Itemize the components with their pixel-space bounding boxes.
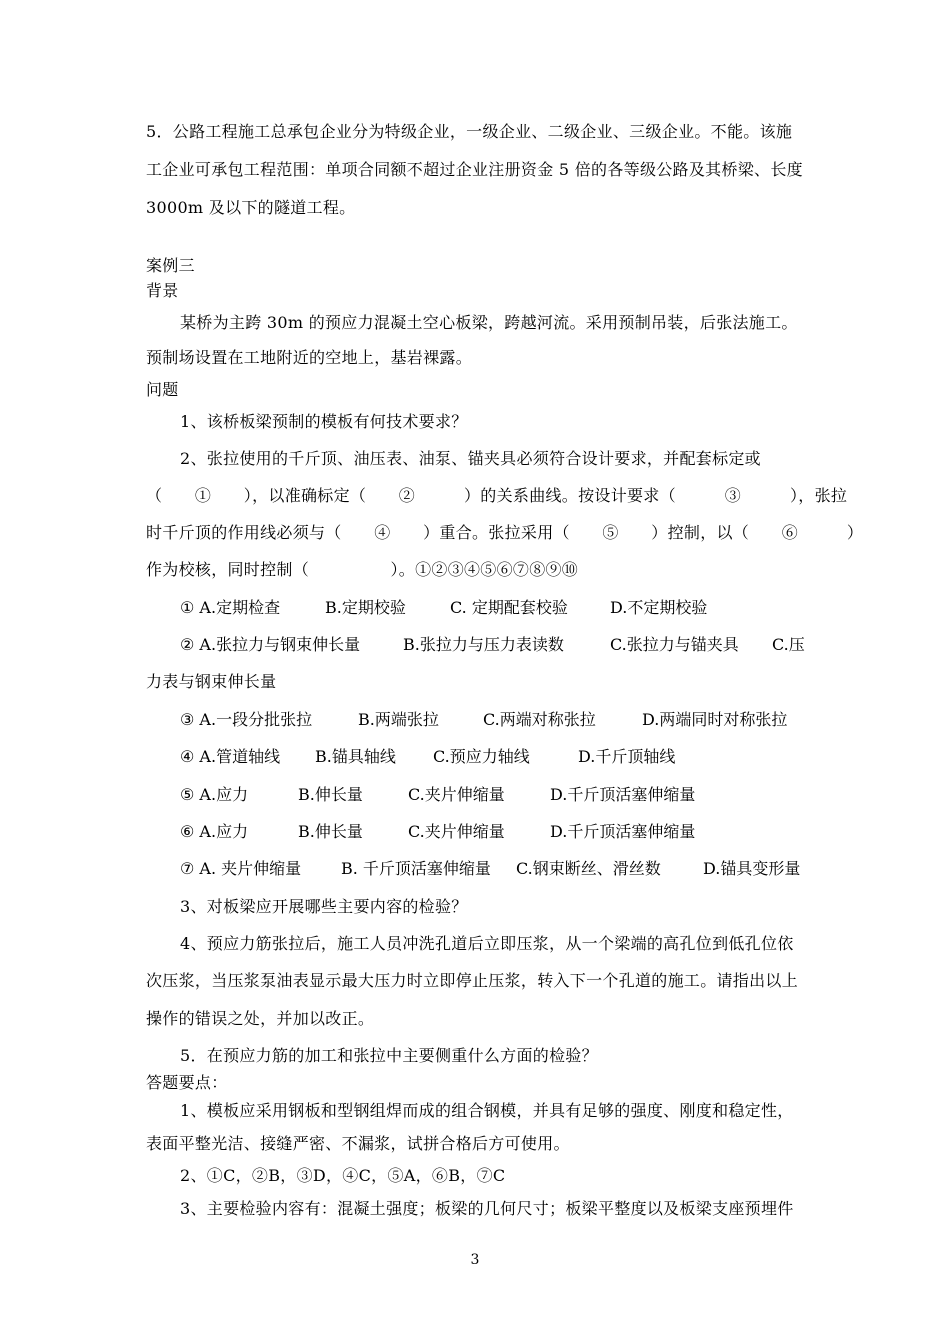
option-item: B.锚具轴线: [315, 747, 396, 766]
question-line: （ ① ），以准确标定（ ② ）的关系曲线。按设计要求（ ③ ），张拉: [146, 486, 848, 505]
option-item: ③ A.一段分批张拉: [180, 710, 313, 729]
option-item: D.两端同时对称张拉: [642, 710, 788, 729]
option-continuation: 力表与钢束伸长量: [146, 672, 277, 691]
question-line: 5．在预应力筋的加工和张拉中主要侧重什么方面的检验？: [180, 1046, 598, 1065]
option-item: B. 千斤顶活塞伸缩量: [341, 859, 491, 878]
option-item: C.压: [772, 635, 805, 654]
option-item: C.预应力轴线: [433, 747, 530, 766]
question-line: 次压浆，当压浆泵油表显示最大压力时立即停止压浆，转入下一个孔道的施工。请指出以上: [146, 971, 799, 990]
option-item: ② A.张拉力与钢束伸长量: [180, 635, 361, 654]
section-heading: 案例三: [146, 256, 195, 275]
text-line: 5．公路工程施工总承包企业分为特级企业，一级企业、二级企业、三级企业。不能。该施: [146, 122, 793, 141]
option-item: B.两端张拉: [358, 710, 439, 729]
option-item: D.千斤顶活塞伸缩量: [550, 822, 696, 841]
answer-line: 2、①C，②B，③D，④C，⑤A，⑥B，⑦C: [180, 1166, 506, 1185]
option-item: B.定期校验: [325, 598, 406, 617]
option-item: D.千斤顶轴线: [578, 747, 676, 766]
question-line: 时千斤顶的作用线必须与（ ④ ）重合。张拉采用（ ⑤ ）控制，以（ ⑥ ）: [146, 523, 864, 542]
answer-line: 3、主要检验内容有：混凝土强度；板梁的几何尺寸；板梁平整度以及板梁支座预埋件: [180, 1199, 794, 1218]
question-line: 作为校核，同时控制（ ）。①②③④⑤⑥⑦⑧⑨⑩: [146, 560, 579, 579]
question-line: 4、预应力筋张拉后，施工人员冲洗孔道后立即压浆，从一个梁端的高孔位到低孔位依: [180, 934, 794, 953]
option-item: B.伸长量: [298, 822, 363, 841]
option-item: B.伸长量: [298, 785, 363, 804]
question-line: 操作的错误之处，并加以改正。: [146, 1009, 375, 1028]
option-item: C.夹片伸缩量: [408, 785, 505, 804]
option-item: B.张拉力与压力表读数: [403, 635, 564, 654]
answer-line: 1、模板应采用钢板和型钢组焊而成的组合钢模，并具有足够的强度、刚度和稳定性，: [180, 1101, 794, 1120]
option-item: ① A.定期检查: [180, 598, 281, 617]
text-line: 某桥为主跨 30m 的预应力混凝土空心板梁，跨越河流。采用预制吊装，后张法施工。: [180, 313, 798, 332]
question-line: 3、对板梁应开展哪些主要内容的检验？: [180, 897, 468, 916]
option-item: ⑥ A.应力: [180, 822, 249, 841]
text-line: 工企业可承包工程范围：单项合同额不超过企业注册资金 5 倍的各等级公路及其桥梁、长度: [146, 160, 803, 179]
text-line: 预制场设置在工地附近的空地上，基岩裸露。: [146, 348, 473, 367]
option-item: D.锚具变形量: [703, 859, 801, 878]
subheading: 问题: [146, 380, 179, 399]
option-item: D.千斤顶活塞伸缩量: [550, 785, 696, 804]
option-item: C.两端对称张拉: [483, 710, 596, 729]
option-item: ⑤ A.应力: [180, 785, 249, 804]
option-item: ④ A.管道轴线: [180, 747, 281, 766]
text-line: 3000m 及以下的隧道工程。: [146, 198, 356, 217]
option-item: C.夹片伸缩量: [408, 822, 505, 841]
page-number: 3: [470, 1252, 480, 1268]
subheading: 答题要点：: [146, 1073, 228, 1092]
answer-line: 表面平整光洁、接缝严密、不漏浆，试拼合格后方可使用。: [146, 1134, 570, 1153]
question-line: 2、张拉使用的千斤顶、油压表、油泵、锚夹具必须符合设计要求，并配套标定或: [180, 449, 761, 468]
option-item: C.张拉力与锚夹具: [610, 635, 739, 654]
option-item: D.不定期校验: [610, 598, 708, 617]
option-item: ⑦ A. 夹片伸缩量: [180, 859, 302, 878]
question-line: 1、该桥板梁预制的模板有何技术要求？: [180, 412, 468, 431]
option-item: C.钢束断丝、滑丝数: [516, 859, 661, 878]
subheading: 背景: [146, 281, 179, 300]
option-item: C. 定期配套校验: [450, 598, 568, 617]
